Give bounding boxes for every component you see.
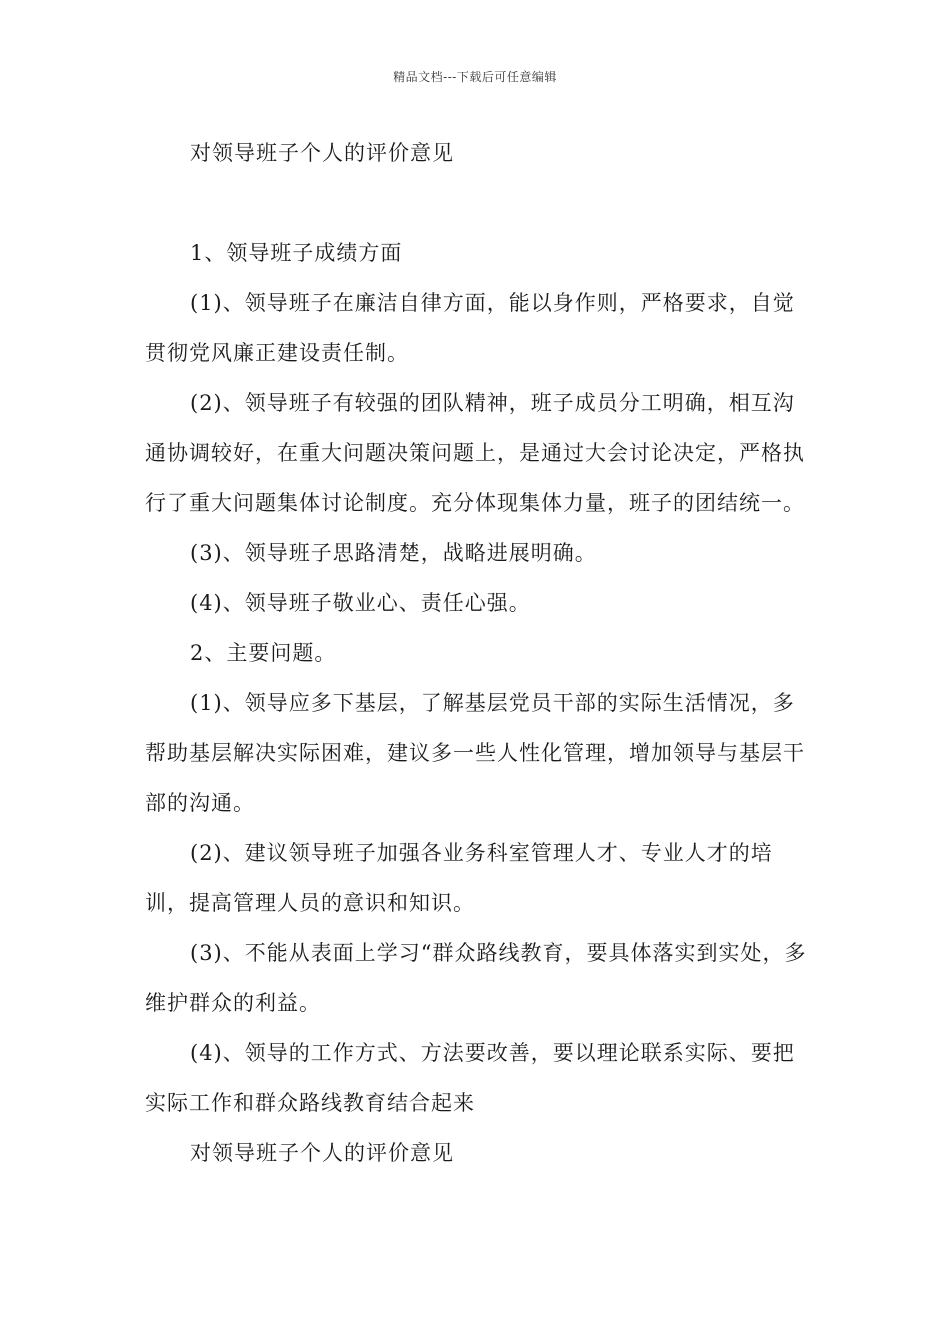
document-title: 对领导班子个人的评价意见	[190, 141, 454, 165]
paragraph-section-1-heading: 1、领导班子成绩方面	[190, 241, 403, 265]
paragraph-achievement-2: (2)、领导班子有较强的团队精神，班子成员分工明确，相互沟通协调较好，在重大问题决策问题上，是通过大会讨论决定，严格执行了重大问题集体讨论制度。充分体现集体力量，班子的团结统一。	[145, 391, 805, 515]
page-header: 精品文档---下载后可任意编辑	[393, 70, 557, 84]
paragraph-problem-1: (1)、领导应多下基层，了解基层党员干部的实际生活情况，多帮助基层解决实际困难，建议多一些人性化管理，增加领导与基层干部的沟通。	[145, 691, 805, 815]
document-body	[145, 128, 810, 1178]
paragraph-achievement-3: (3)、领导班子思路清楚，战略进展明确。	[190, 541, 597, 565]
paragraph-problem-3: (3)、不能从表面上学习“群众路线教育，要具体落实到实处，多维护群众的利益。	[145, 941, 807, 1015]
document-trailer-title: 对领导班子个人的评价意见	[190, 1141, 454, 1165]
paragraph-achievement-1: (1)、领导班子在廉洁自律方面，能以身作则，严格要求，自觉贯彻党风廉正建设责任制。	[145, 291, 795, 365]
paragraph-problem-4: (4)、领导的工作方式、方法要改善，要以理论联系实际、要把实际工作和群众路线教育结合起来	[145, 1041, 795, 1115]
paragraph-achievement-4: (4)、领导班子敬业心、责任心强。	[190, 591, 531, 615]
paragraph-problem-2: (2)、建议领导班子加强各业务科室管理人才、专业人才的培训，提高管理人员的意识和知识。	[145, 841, 773, 915]
paragraph-section-2-heading: 2、主要问题。	[190, 641, 337, 665]
